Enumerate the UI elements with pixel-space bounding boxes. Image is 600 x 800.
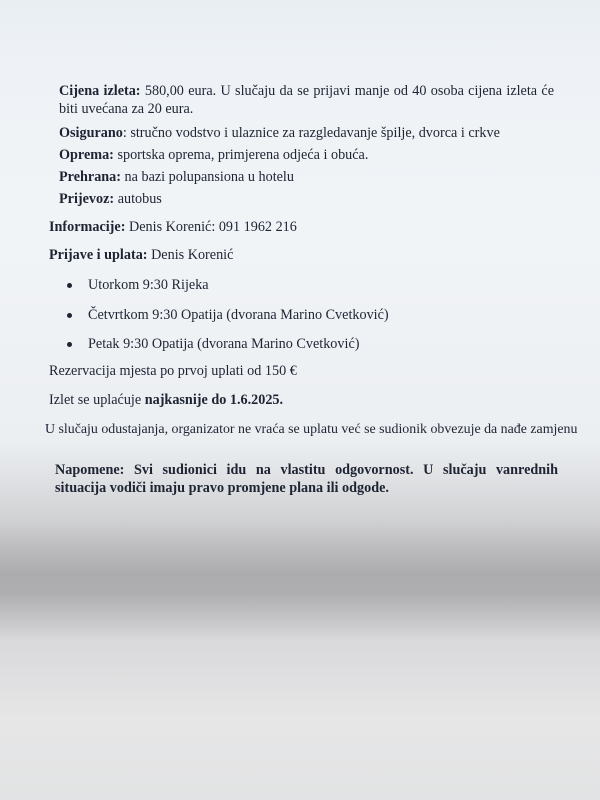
food-text: na bazi polupansiona u hotelu xyxy=(124,169,294,185)
cancellation-line: U slučaju odustajanja, organizator ne vraća se uplatu već se sudionik obvezuje da nađe zamjenu xyxy=(45,422,578,437)
reservation-line: Rezervacija mjesta po prvoj uplati od 150 € xyxy=(49,363,297,379)
registration-text: Denis Korenić xyxy=(151,247,234,263)
page-shadow xyxy=(0,520,600,640)
schedule-item: Petak 9:30 Opatija (dvorana Marino Cvetković) xyxy=(88,336,360,352)
deadline-line xyxy=(49,391,283,410)
deadline-text: Izlet se uplaćuje xyxy=(49,392,142,408)
price-text: 580,00 eura. U slučaju da se prijavi manje od 40 osoba cijena izleta će biti uvećana za 20 eura. xyxy=(59,83,555,117)
equipment-text: sportska oprema, primjerena odjeća i obuća. xyxy=(117,147,369,163)
registration-line xyxy=(49,246,233,265)
schedule-item: Četvrtkom 9:30 Opatija (dvorana Marino Cvetković) xyxy=(88,307,389,323)
food-line xyxy=(59,168,294,187)
registration-label: Prijave i uplata: xyxy=(49,247,148,263)
schedule-bullet xyxy=(67,342,72,347)
insured-text: : stručno vodstvo i ulaznice za razgledavanje špilje, dvorca i crkve xyxy=(122,125,500,141)
insured-label: Osigurano xyxy=(59,125,123,141)
schedule-bullet xyxy=(67,283,72,288)
equipment-line xyxy=(59,146,368,165)
price-label: Cijena izleta: xyxy=(59,83,141,99)
transport-line xyxy=(59,190,162,209)
insured-line xyxy=(59,124,500,143)
info-line xyxy=(49,218,297,237)
deadline-date: najkasnije do 1.6.2025. xyxy=(144,392,284,408)
notes-label: Napomene: xyxy=(55,462,125,478)
schedule-bullet xyxy=(67,313,72,318)
price-paragraph xyxy=(59,82,554,118)
transport-label: Prijevoz: xyxy=(59,191,115,207)
notes-paragraph xyxy=(55,461,558,497)
info-label: Informacije: xyxy=(49,219,126,235)
equipment-label: Oprema: xyxy=(59,147,114,163)
food-label: Prehrana: xyxy=(59,169,121,185)
transport-text: autobus xyxy=(117,191,162,207)
schedule-item: Utorkom 9:30 Rijeka xyxy=(88,277,209,293)
notes-text: Svi sudionici idu na vlastitu odgovornost. U slučaju vanrednih situacija vodiči imaju pravo promjene plana ili odgode. xyxy=(55,462,558,496)
info-text: Denis Korenić: 091 1962 216 xyxy=(128,219,297,235)
